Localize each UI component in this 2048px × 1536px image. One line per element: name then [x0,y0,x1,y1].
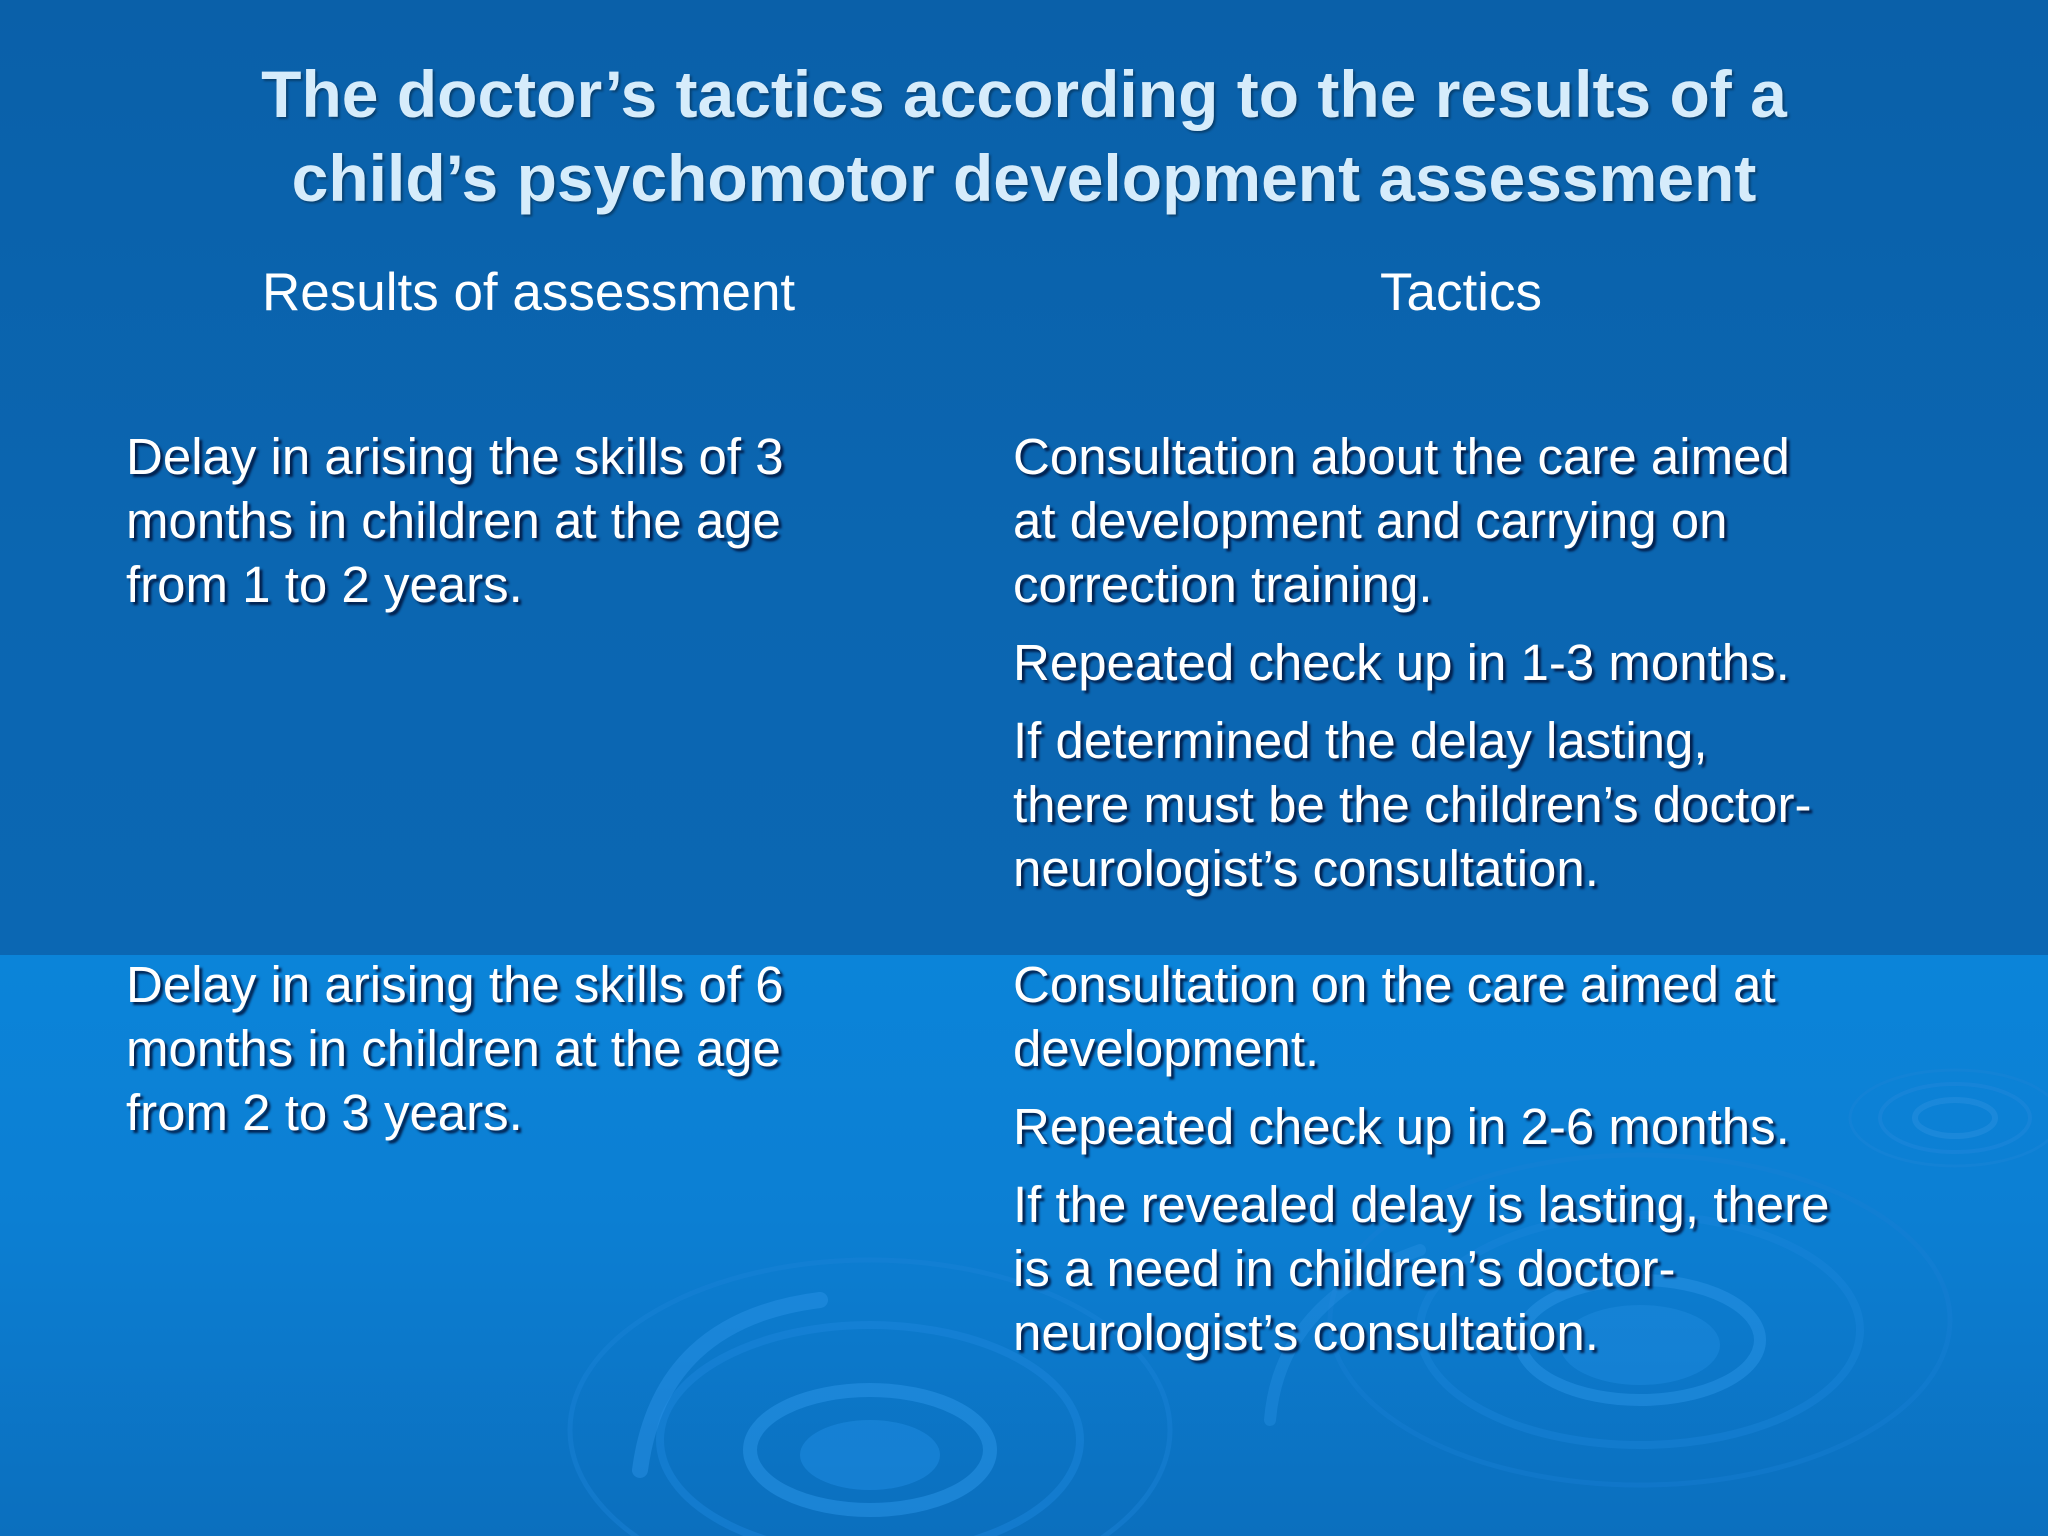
tactic-line: neurologist’s consultation. [1013,1304,1599,1361]
tactic-line: neurologist’s consultation. [1013,840,1599,897]
tactic-line: Repeated check up in 1-3 months. [1013,634,1790,691]
row1-tactic-recheck [1013,631,1811,695]
title-line-1: The doctor’s tactics according to the results of a [261,57,1787,131]
tactic-line: correction training. [1013,556,1433,613]
tactic-line: If determined the delay lasting, [1013,712,1708,769]
column-header-results: Results of assessment [262,263,796,322]
row2-result-line: Delay in arising the skills of 6 [126,956,784,1013]
tactic-line: at development and carrying on [1013,492,1728,549]
tactic-line: is a need in children’s doctor- [1013,1240,1676,1297]
slide-title [0,52,2048,220]
row2-result-line: months in children at the age [126,1020,781,1077]
row2-result-cell [126,953,784,1145]
tactic-line: If the revealed delay is lasting, there [1013,1176,1830,1233]
row1-result-line: from 1 to 2 years. [126,556,523,613]
row1-tactic-consultation [1013,425,1811,617]
row2-result-line: from 2 to 3 years. [126,1084,523,1141]
column-header-tactics: Tactics [1380,263,1542,322]
tactic-line: there must be the children’s doctor- [1013,776,1812,833]
row1-result-line: Delay in arising the skills of 3 [126,428,784,485]
row2-tactic-neurologist [1013,1173,1829,1365]
tactic-line: Consultation about the care aimed [1013,428,1790,485]
row2-tactic-consultation [1013,953,1829,1081]
row2-tactics-cell [1013,953,1829,1379]
title-line-2: child’s psychomotor development assessment [291,141,1757,215]
row2-tactic-recheck [1013,1095,1829,1159]
tactic-line: development. [1013,1020,1320,1077]
row1-tactic-neurologist [1013,709,1811,901]
row1-result-line: months in children at the age [126,492,781,549]
row1-result-cell [126,425,784,617]
tactic-line: Repeated check up in 2-6 months. [1013,1098,1790,1155]
row1-tactics-cell [1013,425,1811,915]
tactic-line: Consultation on the care aimed at [1013,956,1776,1013]
